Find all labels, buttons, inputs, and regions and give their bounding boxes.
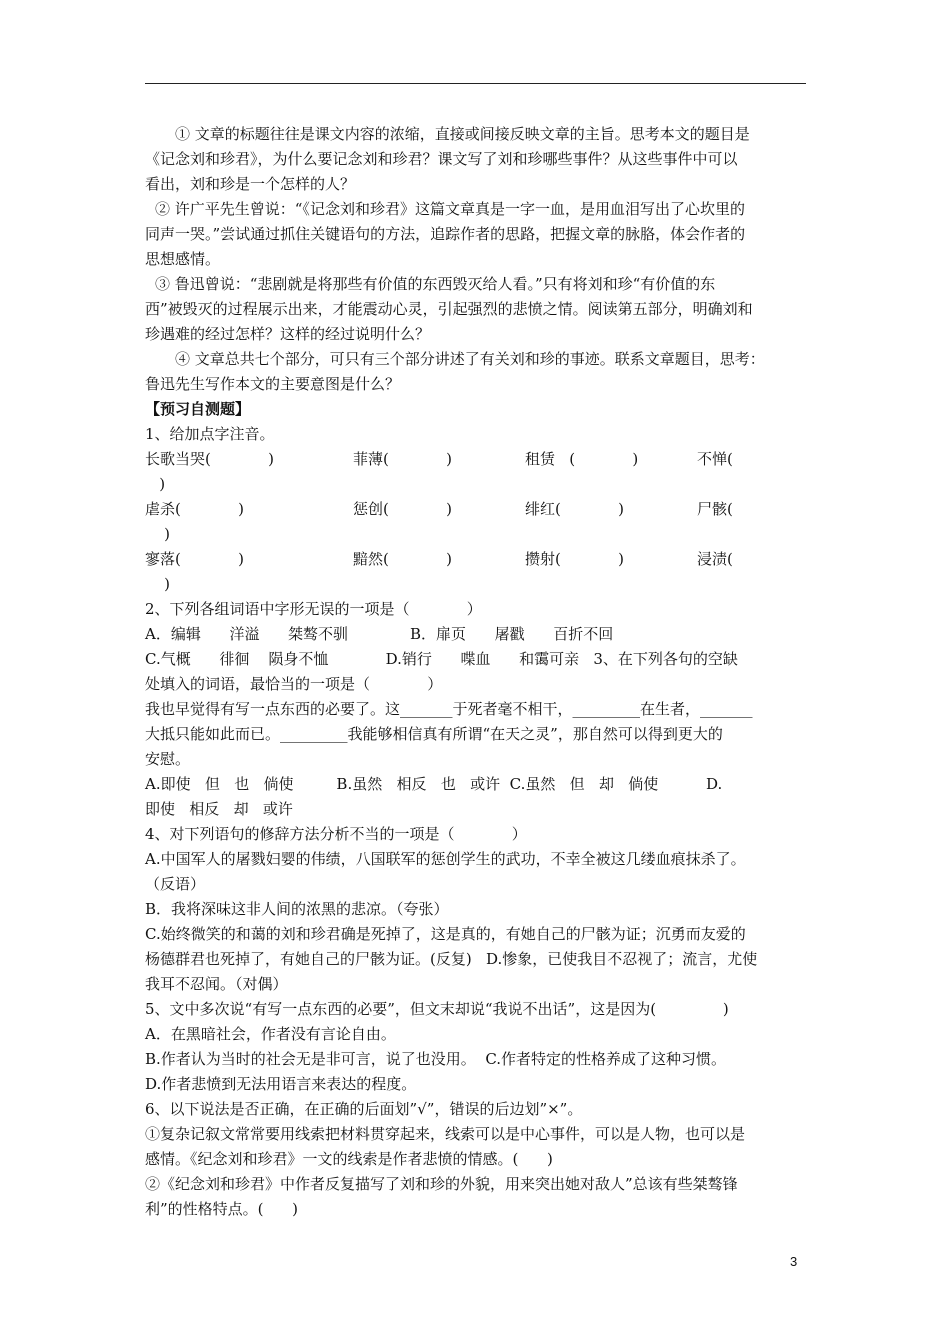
q5-line: A．在黑暗社会，作者没有言论自由。	[145, 1025, 396, 1043]
q4-line: 杨德群君也死掉了，有她自己的尸骸为证。(反复) D.惨象，已使我目不忍视了；流言，尤使	[145, 950, 758, 968]
page-content	[145, 122, 806, 1222]
q6-line: 感情。《纪念刘和珍君》一文的线索是作者悲愤的情感。( )	[145, 1150, 553, 1168]
q6-line: ②《纪念刘和珍君》中作者反复描写了刘和珍的外貌，用来突出她对敌人”总该有些桀骜锋	[145, 1175, 738, 1193]
q4-line: B．我将深味这非人间的浓黑的悲凉。（夸张）	[145, 900, 449, 918]
q1-row	[145, 447, 806, 472]
q4-title: 4、对下列语句的修辞方法分析不当的一项是（ ）	[145, 825, 527, 843]
q3-title: 处填入的词语，最恰当的一项是（ ）	[145, 675, 443, 693]
q1-item: 攒射( )	[525, 550, 624, 568]
q1-item: 虐杀( )	[145, 500, 244, 518]
q2-options-ab: A．编辑 洋溢 桀骜不驯 B．扉页 屠戳 百折不回	[145, 625, 614, 643]
q1-row-closer: )	[145, 475, 166, 493]
q1-item: 黯然( )	[353, 550, 452, 568]
q5-title: 5、文中多次说“有写一点东西的必要”，但文末却说“我说不出话”，这是因为( )	[145, 1000, 729, 1018]
q3-options: A.即使 但 也 倘使 B.虽然 相反 也 或许 C.虽然 但 却 倘使 D.	[145, 775, 723, 793]
q1-item: 寥落( )	[145, 550, 244, 568]
q6-line: ①复杂记叙文常常要用线索把材料贯穿起来，线索可以是中心事件，可以是人物，也可以是	[145, 1125, 746, 1143]
q6-title: 6、以下说法是否正确，在正确的后面划”√”，错误的后边划”×”。	[145, 1100, 583, 1118]
section-title: 【预习自测题】	[145, 400, 251, 418]
page-number: 3	[790, 1254, 798, 1269]
q1-item: 租赁 ( )	[525, 450, 639, 468]
q3-options: 即使 相反 却 或许	[145, 800, 293, 818]
q1-row-closer: )	[145, 525, 170, 543]
q4-line: C.始终微笑的和蔼的刘和珍君确是死掉了，这是真的，有她自己的尸骸为证；沉勇而友爱的	[145, 925, 746, 943]
q1-row-closer: )	[145, 575, 170, 593]
question-2-line-1: ② 许广平先生曾说：“《记念刘和珍君》这篇文章真是一字一血，是用血泪写出了心坎里的	[155, 200, 745, 218]
q3-passage-line: 安慰。	[145, 750, 191, 768]
q1-row	[145, 547, 806, 572]
question-4-line-2: 鲁迅先生写作本文的主要意图是什么？	[145, 375, 401, 393]
q1-item: 绯红( )	[525, 500, 624, 518]
question-1-line-1: ① 文章的标题往往是课文内容的浓缩，直接或间接反映文章的主旨。思考本文的题目是	[175, 125, 750, 143]
q4-line: A.中国军人的屠戮妇婴的伟绩，八国联军的惩创学生的武功，不幸全被这几缕血痕抹杀了。	[145, 850, 746, 868]
question-4-line-1: ④ 文章总共七个部分，可只有三个部分讲述了有关刘和珍的事迹。联系文章题目，思考：	[175, 350, 765, 368]
q2-options-cd: C.气概 徘徊 陨身不恤 D.销行 喋血 和霭可亲 3、在下列各句的空缺	[145, 650, 738, 668]
q1-row	[145, 497, 806, 522]
q1-item: 不惮(	[697, 450, 733, 468]
q1-item: 尸骸(	[697, 500, 733, 518]
q1-title: 1、给加点字注音。	[145, 425, 275, 443]
question-3-line-1: ③ 鲁迅曾说：“悲剧就是将那些有价值的东西毁灭给人看。”只有将刘和珍“有价值的东	[155, 275, 716, 293]
question-2-line-3: 思想感情。	[145, 250, 221, 268]
q3-passage-line: 大抵只能如此而已。_________我能够相信真有所谓“在天之灵”，那自然可以得到更大的	[145, 725, 723, 743]
q1-item: 菲薄( )	[353, 450, 452, 468]
question-1-line-3: 看出，刘和珍是一个怎样的人？	[145, 175, 356, 193]
q5-line: D.作者悲愤到无法用语言来表达的程度。	[145, 1075, 417, 1093]
q4-line: （反语）	[145, 875, 206, 893]
question-3-line-2: 西”被毁灭的过程展示出来，才能震动心灵，引起强烈的悲愤之情。阅读第五部分，明确刘和	[145, 300, 753, 318]
header-rule	[145, 83, 806, 84]
q4-line: 我耳不忍闻。（对偶）	[145, 975, 288, 993]
q2-title: 2、下列各组词语中字形无误的一项是（ ）	[145, 600, 482, 618]
q1-item: 浸渍(	[697, 550, 733, 568]
q1-item: 惩创( )	[353, 500, 452, 518]
question-3-line-3: 珍遇难的经过怎样？这样的经过说明什么？	[145, 325, 431, 343]
question-2-line-2: 同声一哭。”尝试通过抓住关键语句的方法，追踪作者的思路，把握文章的脉胳，体会作者的	[145, 225, 746, 243]
q6-line: 利”的性格特点。( )	[145, 1200, 298, 1218]
q5-line: B.作者认为当时的社会无是非可言，说了也没用。 C.作者特定的性格养成了这种习惯。	[145, 1050, 727, 1068]
q3-passage-line: 我也早觉得有写一点东西的必要了。这_______于死者毫不相干，_________在生者，_______	[145, 700, 753, 718]
question-1-line-2: 《记念刘和珍君》，为什么要记念刘和珍君？课文写了刘和珍哪些事件？从这些事件中可以	[145, 150, 738, 168]
q1-item: 长歌当哭( )	[145, 450, 274, 468]
